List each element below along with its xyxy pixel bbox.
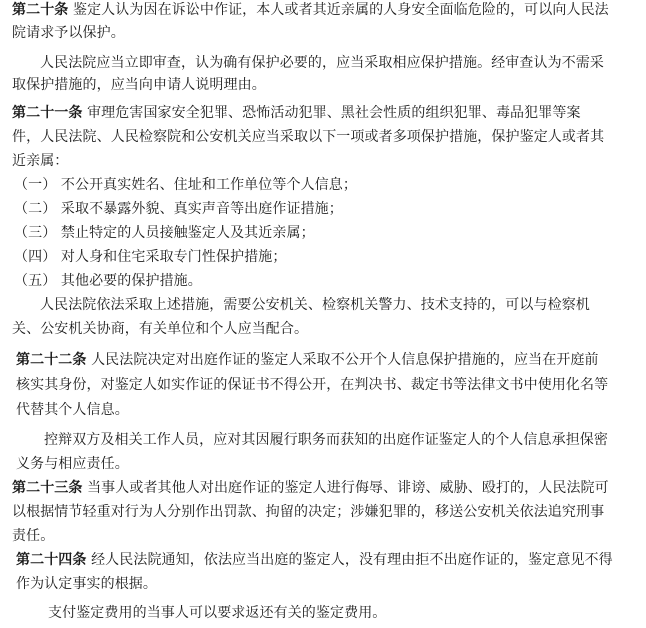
list-marker: （一） xyxy=(14,177,57,193)
list-item: （四） 对人身和住宅采取专门性保护措施； xyxy=(14,249,287,265)
list-marker: （三） xyxy=(14,225,57,241)
article-21-line-1: 第二十一条 审理危害国家安全犯罪、恐怖活动犯罪、黑社会性质的组织犯罪、毒品犯罪等案 xyxy=(12,105,581,121)
article-23-line-3: 责任。 xyxy=(12,528,55,544)
article-21-line-3: 近亲属： xyxy=(12,153,69,169)
list-marker: （二） xyxy=(14,201,57,217)
article-22-para2-line-1: 控辩双方及相关工作人员，应对其因履行职务而获知的出庭作证鉴定人的个人信息承担保密 xyxy=(44,432,608,448)
article-23-line-1: 第二十三条 当事人或者其他人对出庭作证的鉴定人进行侮辱、诽谤、威胁、殴打的，人民法院可 xyxy=(12,480,609,496)
list-item: （二） 采取不暴露外貌、真实声音等出庭作证措施； xyxy=(14,201,343,217)
article-23-line-2: 以根据情节轻重对行为人分别作出罚款、拘留的决定；涉嫌犯罪的，移送公安机关依法追究刑事 xyxy=(12,504,605,520)
article-24-para2-line-1: 支付鉴定费用的当事人可以要求返还有关的鉴定费用。 xyxy=(48,605,387,621)
article-20-line-1: 第二十条 鉴定人认为因在诉讼中作证，本人或者其近亲属的人身安全面临危险的，可以向人民法 xyxy=(12,2,609,18)
article-22-line-3: 代替其个人信息。 xyxy=(16,402,129,418)
list-marker: （四） xyxy=(14,249,57,265)
article-21-para2-line-2: 关、公安机关协商，有关单位和个人应当配合。 xyxy=(12,321,309,337)
article-23-heading: 第二十三条 xyxy=(12,480,83,496)
article-21-para2-line-1: 人民法院依法采取上述措施，需要公安机关、检察机关警力、技术支持的，可以与检察机 xyxy=(40,297,590,313)
article-22-heading: 第二十二条 xyxy=(16,352,87,368)
article-21-line-2: 件，人民法院、人民检察院和公安机关应当采取以下一项或者多项保护措施，保护鉴定人或者其 xyxy=(12,129,605,145)
article-22-line-2: 核实其身份，对鉴定人如实作证的保证书不得公开，在判决书、裁定书等法律文书中使用化名等 xyxy=(16,377,609,393)
list-item: （五） 其他必要的保护措施。 xyxy=(14,273,202,289)
article-22-line-1: 第二十二条 人民法院决定对出庭作证的鉴定人采取不公开个人信息保护措施的，应当在开庭前 xyxy=(16,352,599,368)
article-24-line-2: 作为认定事实的根据。 xyxy=(16,576,157,592)
article-24-line-1: 第二十四条 经人民法院通知，依法应当出庭的鉴定人，没有理由拒不出庭作证的，鉴定意见不得 xyxy=(16,552,613,568)
article-21-heading: 第二十一条 xyxy=(12,105,83,121)
article-22-para2-line-2: 义务与相应责任。 xyxy=(16,456,129,472)
list-item: （一） 不公开真实姓名、住址和工作单位等个人信息； xyxy=(14,177,357,193)
article-20-para2-line-2: 取保护措施的，应当向申请人说明理由。 xyxy=(12,77,266,93)
article-20-heading: 第二十条 xyxy=(12,2,69,18)
list-item: （三） 禁止特定的人员接触鉴定人及其近亲属； xyxy=(14,225,315,241)
list-marker: （五） xyxy=(14,273,57,289)
article-24-heading: 第二十四条 xyxy=(16,552,87,568)
article-20-line-2: 院请求予以保护。 xyxy=(12,25,125,41)
article-20-para2-line-1: 人民法院应当立即审查，认为确有保护必要的，应当采取相应保护措施。经审查认为不需采 xyxy=(40,55,604,71)
